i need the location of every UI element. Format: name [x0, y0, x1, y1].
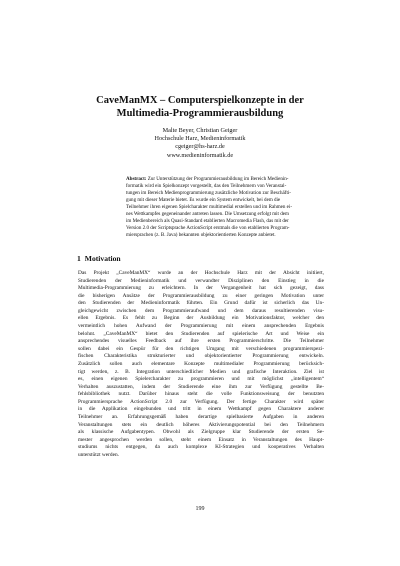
title-line-1: CaveManMX – Computerspielkonzepte in der — [96, 95, 304, 106]
body-line: die bisherigen Ansätze der Programmierausbildung zu einer geringen Motivation unter — [78, 292, 324, 299]
abstract-line: tungen im Bereich Medienprogrammierung zusätzliche Motivation zur Beschäfti- — [126, 190, 291, 197]
body-line: belohnt. „CaveManMX“ bietet den Studierenden auf spielerische Art und Weise ein — [78, 330, 324, 337]
abstract-line: formatik wird ein Spielkonzept vorgestellt, das den Teilnehmern von Veranstal- — [126, 183, 287, 190]
body-text — [78, 270, 324, 459]
section-heading — [77, 254, 125, 263]
body-line: als klassische Aufgabentypen. Obwohl als Zielgruppe klar Studierende der ersten Se- — [78, 429, 324, 436]
body-line: Multimedia-Programmierung zu erleichtern. In der Vergangenheit hat sich gezeigt, dass — [78, 285, 324, 292]
body-line: studiums nichts entgegen, da auch komplexe KI-Strategien und kooperatives Verhalten — [78, 444, 324, 451]
title-line-2: Multimedia-Programmierausbildung — [116, 107, 284, 119]
author-website[interactable]: www.medieninformatik.de — [166, 151, 234, 159]
body-line: mester angesprochen werden sollen, steht einem Einsatz in Veranstaltungen des Haupt- — [78, 436, 324, 443]
section-number: 1 — [77, 254, 81, 263]
paper-title — [80, 95, 320, 120]
abstract-line-0 — [126, 176, 294, 183]
abstract-line: gung mit dieser Materie bietet. Es wurde ein System entwickelt, bei dem die — [126, 197, 281, 204]
author-block — [90, 127, 310, 160]
abstract-label: Abstract: — [126, 176, 147, 182]
body-line: den Studierenden der Medieninformatik führten. Ein Grund dafür ist sicherlich das Un- — [78, 300, 324, 307]
body-line: es, einen eigenen Spielercharakter zu programmieren und mit möglichst „intelligentem“ — [78, 376, 324, 383]
abstract-text: Zur Unterstützung der Programmierausbildung im Bereich Medienin- — [146, 176, 289, 182]
body-line: Studierenden der Medieninformatik und verwandter Disziplinen den Einstieg in die — [78, 277, 324, 284]
author-names: Malte Beyer, Christian Geiger — [162, 127, 238, 134]
page-number: 199 — [195, 506, 205, 512]
body-line: unterstützt werden. — [78, 451, 119, 458]
body-line: sollen dabei ein Gespür für den richtigen Umgang mit verschiedenen programmierspezi- — [78, 345, 324, 352]
body-line: fehlsbibliothek nutzt. Darüber hinaus steht die volle Funktionsweisung der benutzten — [78, 391, 324, 398]
abstract-line: Version 2.0 der Scriptsprache ActionScript erstmals die von etablierten Program- — [126, 225, 290, 232]
body-line: Verhalten auszustatten, indem der Studierende eine ihm zur Verfügung gestellte Be- — [78, 383, 324, 390]
abstract-line: im Medienbereich als Quasi-Standard etablierten Macromedia Flash, das mit der — [126, 218, 289, 225]
body-line: vermeintlich hohen Aufwand der Programmierung mit einem ansprechenden Ergebnis — [78, 323, 324, 330]
abstract — [126, 176, 294, 239]
body-line: Das Projekt „CaveManMX“ wurde an der Hochschule Harz mit der Absicht initiiert, — [78, 270, 324, 276]
body-line: ellen Ergebnis. Es fehlt zu Beginn der Ausbildung ein Motivationsfaktor, welcher den — [78, 315, 324, 322]
body-line: Teilnehmer an. Erfahrungsgemäß haben derartige spielbasierte Aufgaben in anderen — [78, 413, 324, 420]
body-line: Programmiersprache ActionScript 2.0 zur Verfügung. Der fertige Charakter wird später — [78, 398, 324, 405]
body-line: gleichgewicht zwischen dem Programmieraufwand und dem daraus resultierenden visu- — [78, 307, 324, 314]
author-email[interactable]: cgeiger@hs-harz.de — [175, 143, 225, 151]
section-title: Motivation — [84, 254, 121, 263]
author-affiliation: Hochschule Harz, Medieninformatik — [154, 135, 246, 143]
abstract-line: nes Wettkampfes gegeneinander antreten lassen. Die Umsetzung erfolgt mit dem — [126, 211, 289, 218]
abstract-line: Teilnehmer ihren eigenen Spielcharakter multimedial erstellen und im Rahmen ei- — [126, 204, 292, 211]
body-line: Zusätzlich sollen auch elementare Konzepte multimedialer Programmierung berücksich- — [78, 360, 324, 367]
abstract-line: miersprachen (z. B. Java) bekannten objektorientierten Konzepte anbietet. — [126, 232, 276, 239]
body-line: fischen Charakteristika strukturierter und objektorientierter Programmierung entwickeln. — [78, 353, 324, 360]
body-line: ansprechendes visuelles Feedback auf ihre ersten Programmierschritte. Die Teilnehmer — [78, 338, 324, 345]
body-line: Veranstaltungen stets ein deutlich höheres Aktivierungspotential bei den Teilnehmern — [78, 421, 324, 428]
body-line: tigt werden, z. B. Integration unterschiedlicher Medien und grafische Interaktion. Ziel ist — [78, 368, 324, 375]
body-line: in die Applikation eingebunden und tritt in einem Wettkampf gegen Charaktere anderer — [78, 406, 324, 413]
